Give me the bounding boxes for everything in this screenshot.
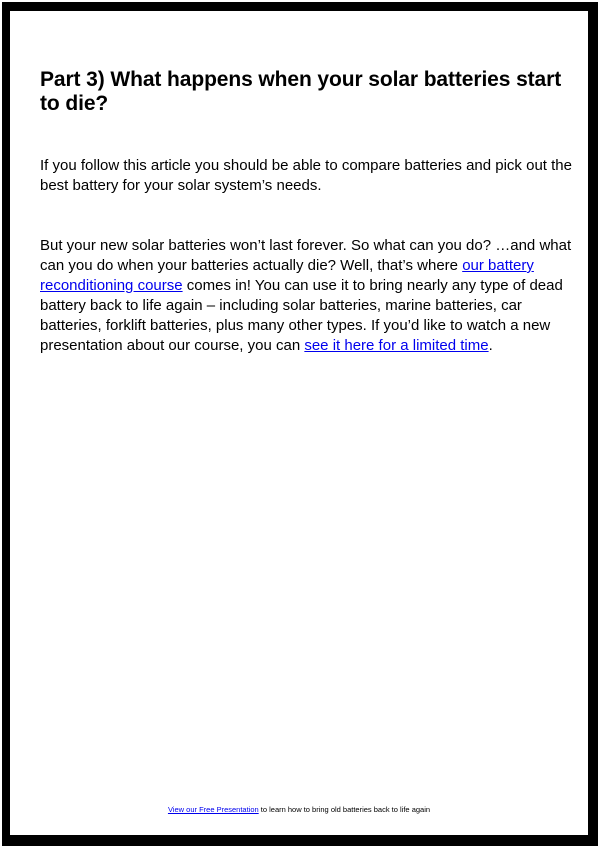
intro-paragraph: If you follow this article you should be able to compare batteries and pick out the best battery for your solar system’s needs. xyxy=(40,157,572,195)
body-text-3: . xyxy=(488,337,493,355)
free-presentation-link[interactable]: View our Free Presentation xyxy=(167,805,259,814)
footer-note xyxy=(10,805,588,835)
footer-text: to learn how to bring old batteries back to life again xyxy=(258,805,431,814)
page-title: Part 3) What happens when your solar batteries start to die? xyxy=(40,68,562,115)
body-paragraph xyxy=(40,236,577,356)
page-border xyxy=(2,2,598,846)
see-it-here-link[interactable]: see it here for a limited time xyxy=(304,337,489,355)
battery-reconditioning-course-link[interactable]: our battery reconditioning course xyxy=(40,257,534,295)
body-text-1: But your new solar batteries won’t last forever. So what can you do? …and what can you do when your batteries actually die? Well, that’s where xyxy=(40,237,572,275)
article-content xyxy=(10,11,588,805)
body-text-2: comes in! You can use it to bring nearly any type of dead battery back to life again – including solar batteries, marine batteries, car batteries, forklift batteries, plus many other types. If you’d like to watch a new presentation about our course, you can xyxy=(40,277,563,355)
